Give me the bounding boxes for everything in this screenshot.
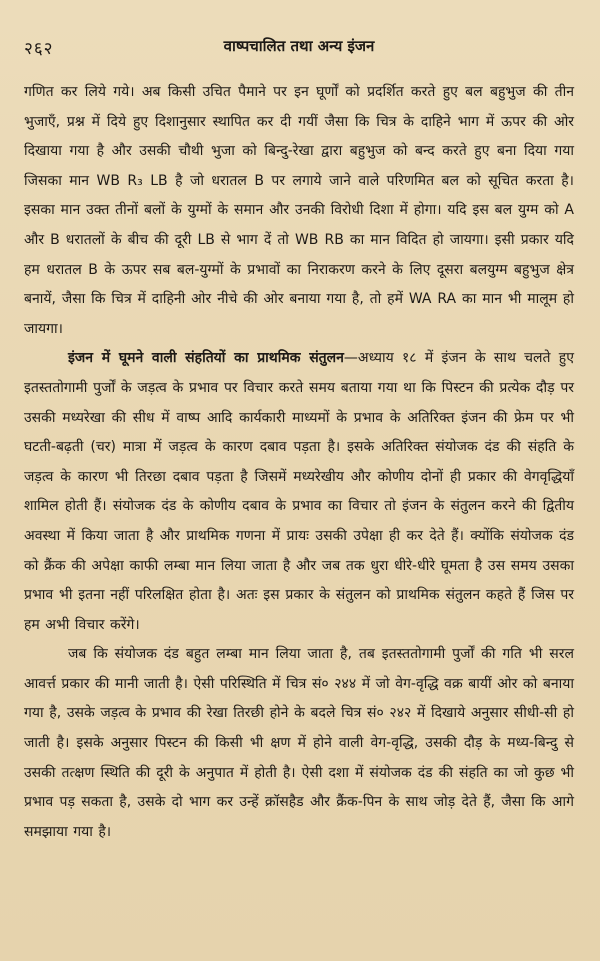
paragraph-2-text: —अध्याय १८ में इंजन के साथ चलते हुए इतस्ततोगामी पुर्जों के जड़त्व के प्रभाव पर विचार करते समय बताया गया था कि पिस्टन की प्रत्येक दौड़ पर उसकी मध्यरेखा की सीध में वाष्प आदि कार्यकारी माध्यमों के प्रभाव के अतिरिक्त इंजन की फ्रेम पर भी घटती-बढ़ती (चर) मात्रा में जड़त्व के कारण दबाव पड़ता है। इसके अतिरिक्त संयोजक दंड की संहति के जड़त्व के कारण भी तिरछा दबाव पड़ता है जिसमें मध्यरेखीय और कोणीय दोनों ही प्रकार की वेगवृद्धियाँ शामिल होती हैं। संयोजक दंड के कोणीय दबाव के प्रभाव का विचार तो इंजन के संतुलन करने की द्वितीय अवस्था में किया जाता है और प्राथमिक गणना में प्रायः उसकी उपेक्षा ही कर देते हैं। क्योंकि संयोजक दंड को क्रैंक की अपेक्षा काफी लम्बा मान लिया जाता है और जब तक धुरा धीरे-धीरे घूमता है उस समय उसका प्रभाव भी इतना नहीं परिलक्षित होता है। अतः इस प्रकार के संतुलन को प्राथमिक संतुलन कहते हैं जिस पर हम अभी विचार करेंगे। [24,350,574,633]
running-title: वाष्पचालित तथा अन्य इंजन [223,37,375,55]
section-heading: इंजन में घूमने वाली संहतियों का प्राथमिक संतुलन [68,350,344,367]
paragraph-2 [24,344,574,640]
page-number: २६२ [24,39,54,59]
paragraph-1-text: गणित कर लिये गये। अब किसी उचित पैमाने पर इन घूर्णों को प्रदर्शित करते हुए बल बहुभुज की तीन भुजाएँ, प्रश्न में दिये हुए दिशानुसार स्थापित कर दी गयीं जैसा कि चित्र के दाहिने भाग में ऊपर की ओर दिखाया गया है और उसकी चौथी भुजा को बिन्दु-रेखा द्वारा बहुभुज को बन्द करते हुए बना दिया गया जिसका मान WB R₃ LB है जो धरातल B पर लगाये जाने वाले परिणमित बल को सूचित करता है। इसका मान उक्त तीनों बलों के युग्मों के समान और उनकी विरोधी दिशा में होगा। यदि इस बल युग्म को A और B धरातलों के बीच की दूरी LB से भाग दें तो WB RB का मान विदित हो जायगा। इसी प्रकार यदि हम धरातल B के ऊपर सब बल-युग्मों के प्रभावों का निराकरण करने के लिए दूसरा बलयुग्म बहुभुज क्षेत्र बनायें, जैसा कि चित्र में दाहिनी ओर नीचे की ओर बनाया गया है, तो हमें WA RA का मान भी मालूम हो जायगा। [24,84,574,337]
paragraph-1 [24,78,574,344]
body-text [24,78,574,847]
paragraph-3 [24,640,574,847]
paragraph-3-text: जब कि संयोजक दंड बहुत लम्बा मान लिया जाता है, तब इतस्ततोगामी पुर्जों की गति भी सरल आवर्त्त प्रकार की मानी जाती है। ऐसी परिस्थिति में चित्र सं० २४४ में जो वेग-वृद्धि वक्र बायीं ओर को बनाया गया है, उसके जड़त्व के प्रभाव की रेखा तिरछी होने के बदले चित्र सं० २४२ में दिखाये अनुसार सीधी-सी हो जाती है। इसके अनुसार पिस्टन की किसी भी क्षण में होने वाली वेग-वृद्धि, उसकी दौड़ के मध्य-बिन्दु से उसकी तत्क्षण स्थिति की दूरी के अनुपात में होती है। ऐसी दशा में संयोजक दंड की संहति का जो कुछ भी प्रभाव पड़ सकता है, उसके दो भाग कर उन्हें क्रॉसहैड और क्रैंक-पिन के साथ जोड़ देते हैं, जैसा कि आगे समझाया गया है। [24,646,574,840]
page-header [24,34,574,68]
